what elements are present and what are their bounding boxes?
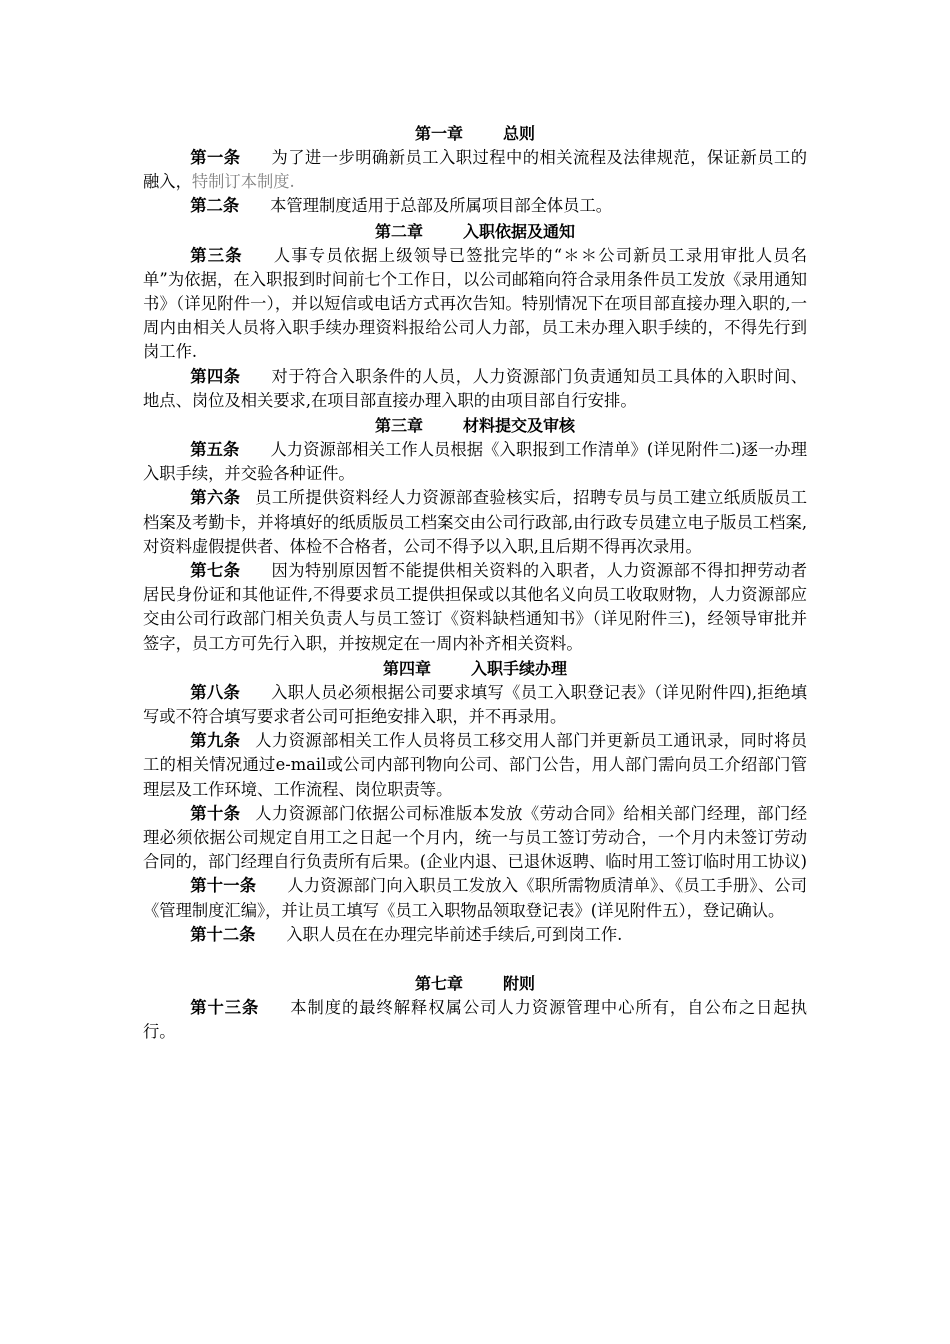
article-text: 人力资源部门向入职员工发放入《职所需物质清单》、《员工手册》、公司《管理制度汇编》，并让员工填写《员工入职物品领取登记表》(详见附件五），登记确认。 xyxy=(143,876,807,920)
chapter-heading xyxy=(143,656,807,681)
chapter-title: 附则 xyxy=(503,974,536,994)
section-spacer xyxy=(143,947,807,971)
article xyxy=(143,244,807,365)
chapter-title: 材料提交及审核 xyxy=(463,416,576,436)
article-text: 员工所提供资料经人力资源部查验核实后，招聘专员与员工建立纸质版员工档案及考勤卡，并将填好的纸质版员工档案交由公司行政部,由行政专员建立电子版员工档案,对资料虚假提供者、体检不合格者，公司不得予以入职,且后期不得再次录用。 xyxy=(143,488,807,556)
article xyxy=(143,146,807,194)
chapter-heading xyxy=(143,121,807,146)
article xyxy=(143,365,807,413)
article-text: 为了进一步明确新员工入职过程中的相关流程及法律规范，保证新员工的融入， xyxy=(143,148,807,192)
article-text-muted: 特制订本制度. xyxy=(191,172,295,192)
article xyxy=(143,438,807,486)
chapter-title: 入职手续办理 xyxy=(471,658,568,678)
article-number: 第七条 xyxy=(190,561,241,581)
chapter-number: 第七章 xyxy=(414,974,463,994)
article-number: 第十条 xyxy=(190,803,241,823)
chapter-heading xyxy=(143,219,807,244)
article xyxy=(143,802,807,875)
chapter-title: 总则 xyxy=(503,124,536,143)
article-text: 人力资源部相关工作人员根据《入职报到工作清单》(详见附件二)逐一办理入职手续，并交验各种证件。 xyxy=(143,440,807,484)
article xyxy=(143,194,807,218)
article-number: 第二条 xyxy=(190,196,240,216)
article-number: 第四条 xyxy=(190,366,241,386)
article-number: 第六条 xyxy=(190,488,241,508)
chapter-heading xyxy=(143,413,807,438)
article-number: 第十三条 xyxy=(190,998,260,1018)
article-number: 第五条 xyxy=(190,440,240,460)
article-number: 第三条 xyxy=(190,245,243,265)
article-number: 第九条 xyxy=(190,731,241,751)
article xyxy=(143,729,807,802)
article-text: 对于符合入职条件的人员，人力资源部门负责通知员工具体的入职时间、地点、岗位及相关要求,在项目部直接办理入职的由项目部自行安排。 xyxy=(143,366,807,410)
article xyxy=(143,559,807,656)
chapter-heading xyxy=(143,971,807,996)
article xyxy=(143,486,807,559)
document-page xyxy=(143,121,807,1045)
article xyxy=(143,874,807,922)
chapter-number: 第一章 xyxy=(414,124,463,143)
chapter-number: 第二章 xyxy=(374,221,423,241)
article-text: 本管理制度适用于总部及所属项目部全体员工。 xyxy=(270,196,613,216)
chapter-number: 第三章 xyxy=(374,416,423,436)
article-text: 人力资源部门依据公司标准版本发放《劳动合同》给相关部门经理，部门经理必须依据公司规定自用工之日起一个月内，统一与员工签订劳动合，一个月内未签订劳动合同的，部门经理自行负责所有后果。(企业内退、已退休返聘、临时用工签订临时用工协议) xyxy=(143,803,807,872)
article-text: 人力资源部相关工作人员将员工移交用人部门并更新员工通讯录，同时将员工的相关情况通过e-mail或公司内部刊物向公司、部门公告，用人部门需向员工介绍部门管理层及工作环境、工作流程、岗位职责等。 xyxy=(143,731,807,799)
article-text: 入职人员必须根据公司要求填写《员工入职登记表》（详见附件四),拒绝填写或不符合填写要求者公司可拒绝安排入职，并不再录用。 xyxy=(143,682,807,727)
chapter-number: 第四章 xyxy=(382,658,431,678)
chapter-title: 入职依据及通知 xyxy=(463,221,576,241)
article-number: 第十一条 xyxy=(190,876,257,896)
article-number: 第一条 xyxy=(190,148,241,167)
article-text: 因为特别原因暂不能提供相关资料的入职者，人力资源部不得扣押劳动者居民身份证和其他证件,不得要求员工提供担保或以其他名义向员工收取财物，人力资源部应交由公司行政部门相关负责人与员工签订《资料缺档通知书》（详见附件三)，经领导审批并签字，员工方可先行入职，并按规定在一周内补齐相关资料。 xyxy=(143,561,807,653)
article-text: 本制度的最终解释权属公司人力资源管理中心所有，自公布之日起执行。 xyxy=(143,998,807,1042)
article xyxy=(143,996,807,1044)
article-text: 入职人员在在办理完毕前述手续后,可到岗工作. xyxy=(286,924,623,944)
article-number: 第八条 xyxy=(190,682,241,702)
article-text: 人事专员依据上级领导已签批完毕的“＊＊公司新员工录用审批人员名单”为依据，在入职报到时间前七个工作日，以公司邮箱向符合录用条件员工发放《录用通知书》（详见附件一），并以短信或电话方式再次告知。特别情况下在项目部直接办理入职的,一周内由相关人员将入职手续办理资料报给公司人力部，员工未办理入职手续的，不得先行到岗工作. xyxy=(143,245,807,362)
article xyxy=(143,681,807,729)
article-number: 第十二条 xyxy=(190,924,256,944)
article xyxy=(143,923,807,947)
